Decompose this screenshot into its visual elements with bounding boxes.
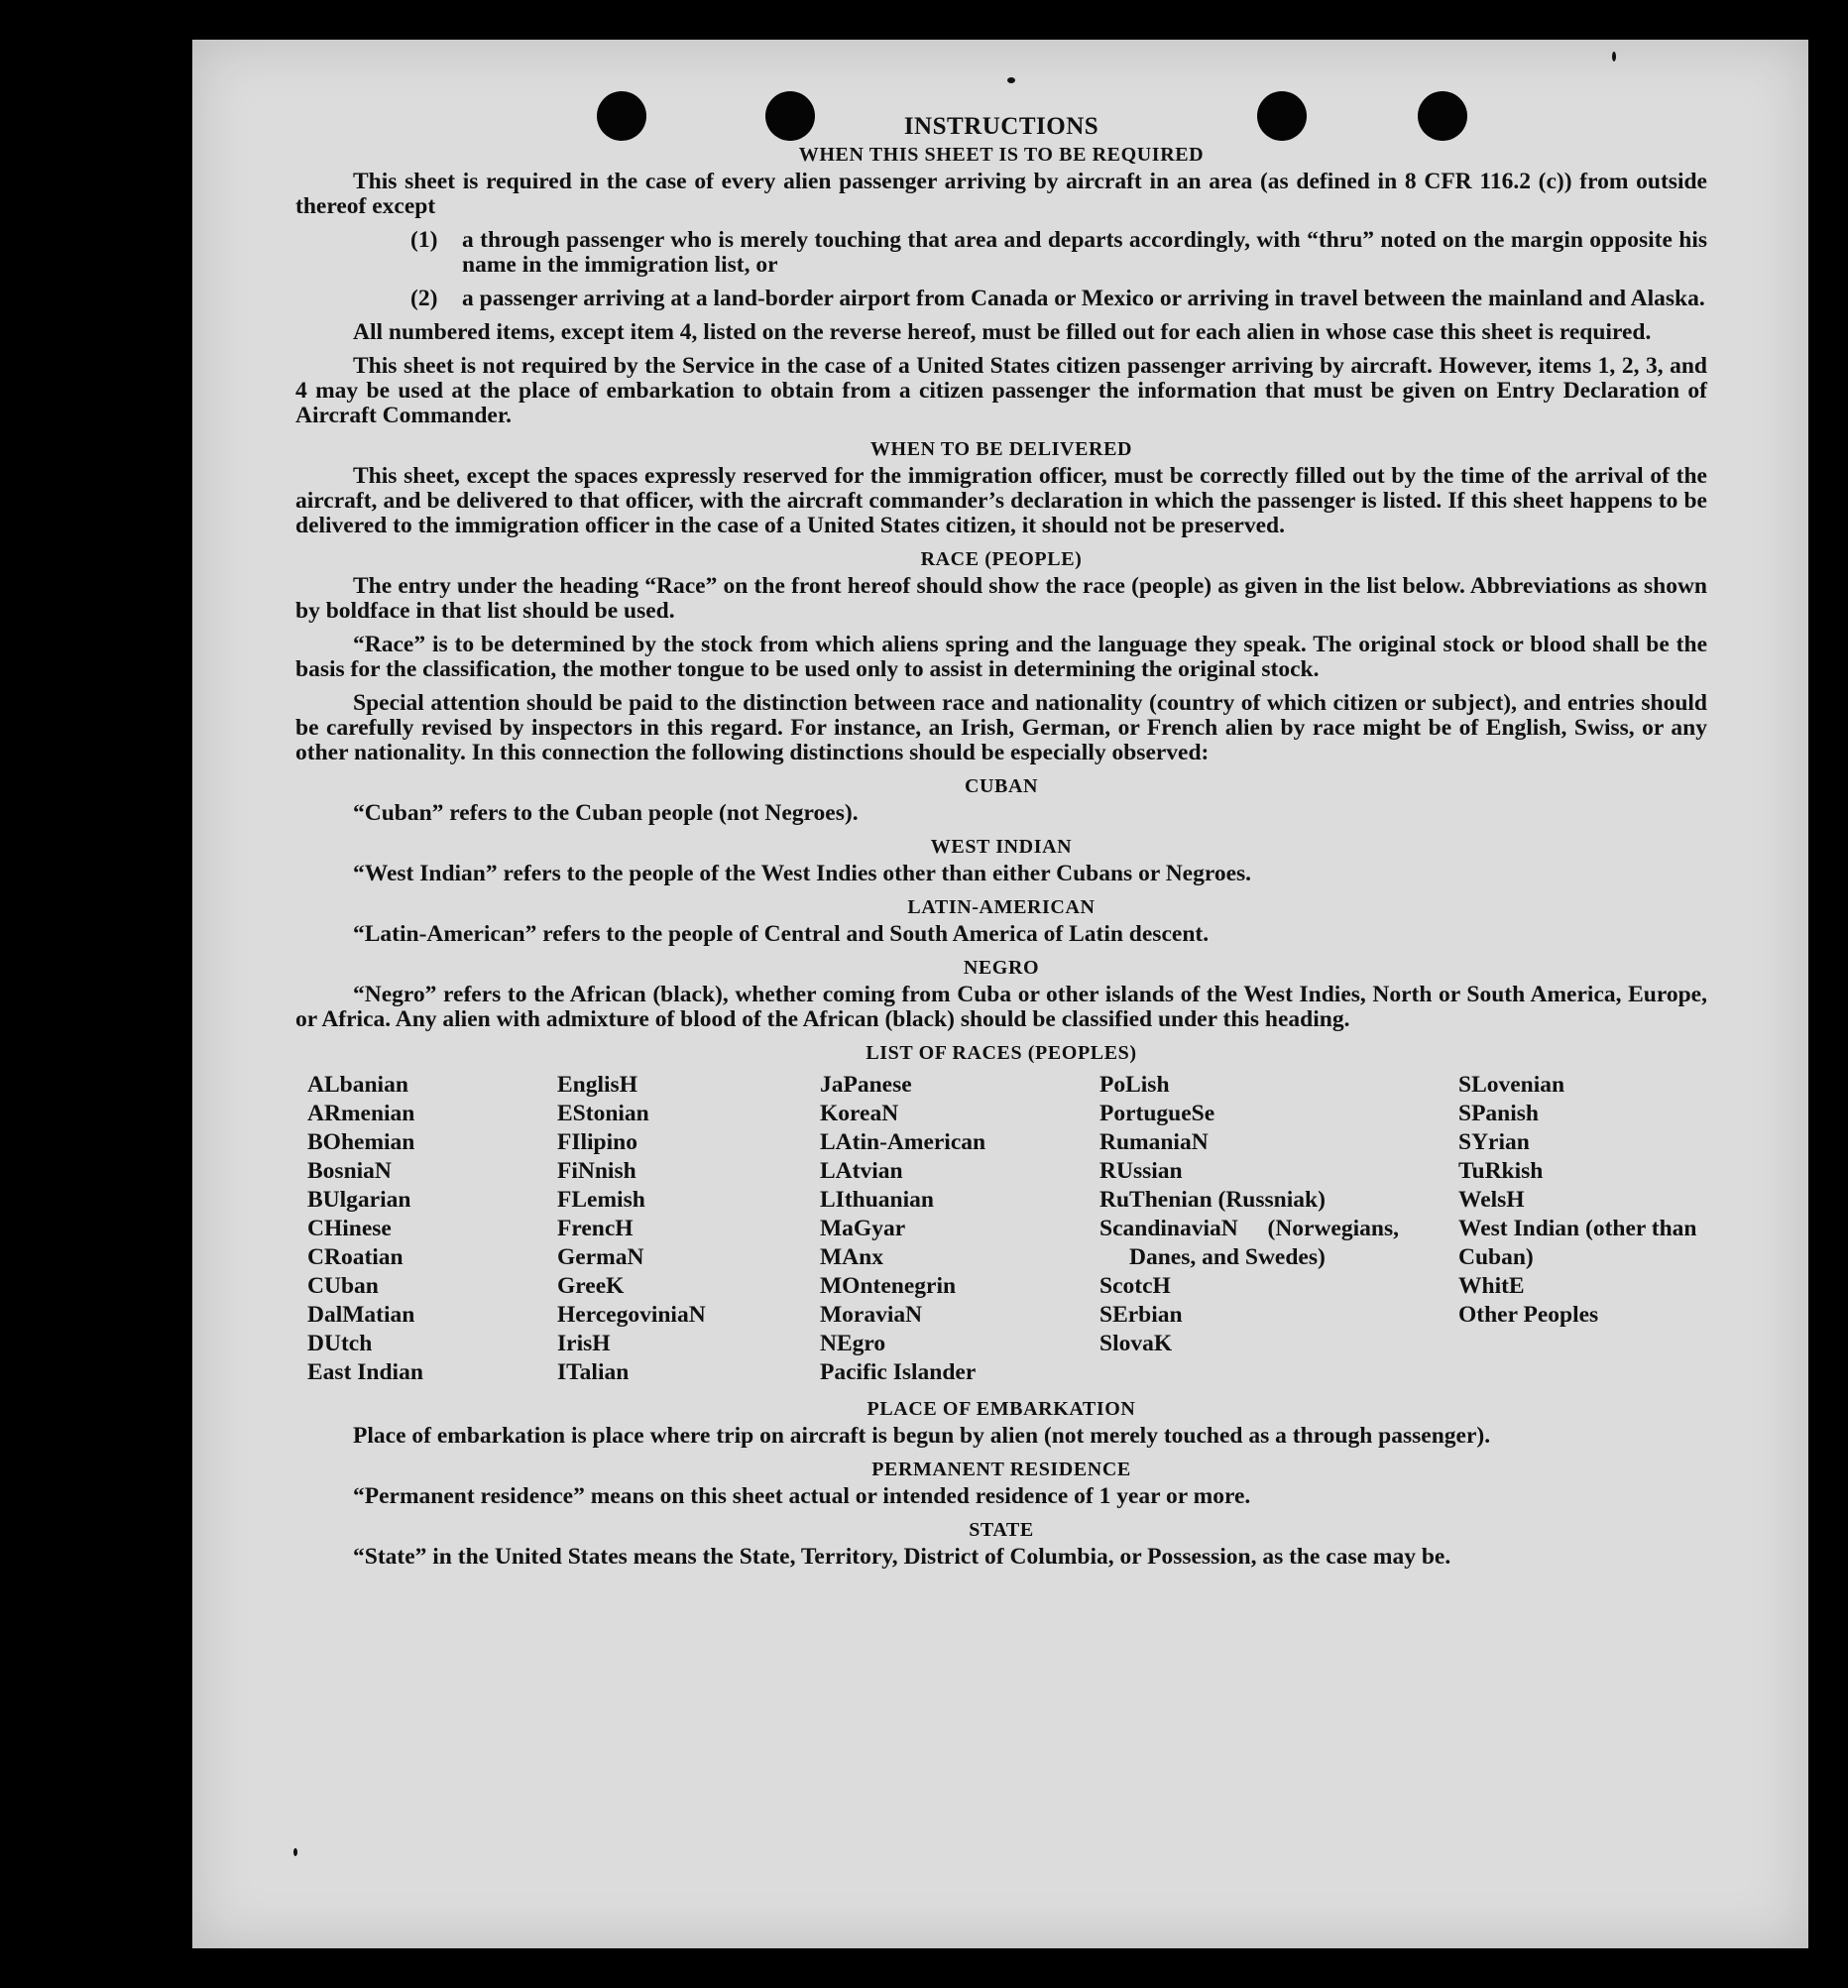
race-entry: NEgro <box>820 1331 886 1356</box>
race-entry: BUlgarian <box>307 1187 411 1213</box>
race-entry: CRoatian <box>307 1244 404 1270</box>
race-entry: PortugueSe <box>1099 1101 1215 1126</box>
race-entry: Pacific Islander <box>820 1359 977 1385</box>
paragraph: Place of embarkation is place where trip on aircraft is begun by alien (not merely touched as a through passenger). <box>353 1423 1491 1449</box>
section-heading: RACE (PEOPLE) <box>920 548 1083 570</box>
section-heading: WHEN THIS SHEET IS TO BE REQUIRED <box>798 144 1205 166</box>
instructions-body <box>295 113 1707 1579</box>
race-entry: HercegoviniaN <box>557 1302 706 1328</box>
section-heading: STATE <box>969 1519 1034 1541</box>
race-column <box>1099 1071 1458 1387</box>
section-heading: CUBAN <box>964 775 1039 797</box>
race-entry: RuThenian (Russniak) <box>1099 1187 1326 1213</box>
document-page <box>192 40 1808 1948</box>
race-entry: DalMatian <box>307 1302 415 1328</box>
race-entry: LIthuanian <box>820 1187 934 1213</box>
race-entry: JaPanese <box>820 1072 912 1098</box>
section-heading: PLACE OF EMBARKATION <box>866 1398 1136 1420</box>
paragraph: This sheet is required in the case of every alien passenger arriving by aircraft in an area (as defined in 8 CFR 116.2 (c)) from outside thereof except <box>295 169 1707 219</box>
paragraph: This sheet is not required by the Service in the case of a United States citizen passenger arriving by aircraft. However, items 1, 2, 3, and 4 may be used at the place of embarkation to obtain from a citizen passenger the information that must be given on Entry Declaration of Aircraft Commander. <box>295 353 1707 428</box>
race-entry: DUtch <box>307 1331 373 1356</box>
race-entry: SPanish <box>1458 1101 1539 1126</box>
section-heading: PERMANENT RESIDENCE <box>871 1459 1131 1480</box>
race-entry: WelsH <box>1458 1187 1525 1213</box>
section-heading: NEGRO <box>963 957 1040 979</box>
paragraph: This sheet, except the spaces expressly reserved for the immigration officer, must be correctly filled out by the time of the arrival of the aircraft, and be delivered to that officer, with the aircraft commander’s declaration in which the passenger is listed. If this sheet happens to be delivered to the immigration officer in the case of a United States citizen, it should not be preserved. <box>295 463 1707 538</box>
race-entry: LAtin-American <box>820 1129 986 1155</box>
paragraph: All numbered items, except item 4, listed on the reverse hereof, must be filled out for each alien in whose case this sheet is required. <box>353 319 1652 345</box>
paragraph: The entry under the heading “Race” on the front hereof should show the race (people) as given in the list below. Abbreviations as shown by boldface in that list should be used. <box>295 573 1707 624</box>
race-entry: East Indian <box>307 1359 423 1385</box>
race-column <box>557 1071 820 1387</box>
race-entry: WhitE <box>1458 1273 1525 1299</box>
race-entry: ALbanian <box>307 1072 408 1098</box>
race-column <box>307 1071 557 1387</box>
race-entry: BosniaN <box>307 1158 392 1184</box>
race-list <box>307 1071 1707 1387</box>
ink-speck <box>1612 52 1616 61</box>
race-entry: SYrian <box>1458 1129 1530 1155</box>
section-heading: LIST OF RACES (PEOPLES) <box>866 1042 1137 1064</box>
race-entry: CUban <box>307 1273 379 1299</box>
paragraph: “State” in the United States means the State, Territory, District of Columbia, or Possession, as the case may be. <box>353 1544 1451 1570</box>
paragraph: “Permanent residence” means on this sheet actual or intended residence of 1 year or more. <box>353 1483 1251 1509</box>
race-entry: ITalian <box>557 1359 630 1385</box>
race-entry: LAtvian <box>820 1158 903 1184</box>
race-entry: MAnx <box>820 1244 883 1270</box>
race-entry: EStonian <box>557 1101 649 1126</box>
ink-speck <box>1007 77 1015 83</box>
race-entry: RumaniaN <box>1099 1129 1209 1155</box>
race-entry: GreeK <box>557 1273 625 1299</box>
paragraph: “West Indian” refers to the people of the West Indies other than either Cubans or Negroes. <box>353 861 1252 886</box>
paragraph: “Race” is to be determined by the stock from which aliens spring and the language they speak. The original stock or blood shall be the basis for the classification, the mother tongue to be used only to assist in determining the original stock. <box>295 632 1707 682</box>
race-entry: ARmenian <box>307 1101 415 1126</box>
paragraph: “Latin-American” refers to the people of Central and South America of Latin descent. <box>353 921 1210 947</box>
race-entry: FiNnish <box>557 1158 636 1184</box>
item-text: a through passenger who is merely touching that area and departs accordingly, with “thru” noted on the margin opposite his name in the immigration list, or <box>462 227 1707 278</box>
race-column <box>1458 1071 1706 1387</box>
race-entry: Other Peoples <box>1458 1302 1599 1328</box>
ink-speck <box>293 1848 297 1856</box>
paragraph: Special attention should be paid to the distinction between race and nationality (country of which citizen or subject), and entries should be carefully revised by inspectors in this regard. For instance, an Irish, German, or French alien by race might be of English, Swiss, or any other nationality. In this connection the following distinctions should be especially observed: <box>295 690 1707 765</box>
race-entry: West Indian (other than Cuban) <box>1458 1216 1697 1270</box>
page-title: INSTRUCTIONS <box>903 113 1099 140</box>
section-heading: LATIN-AMERICAN <box>907 896 1096 918</box>
paragraph: “Cuban” refers to the Cuban people (not Negroes). <box>353 800 859 826</box>
race-entry: FrencH <box>557 1216 634 1241</box>
race-entry: KoreaN <box>820 1101 899 1126</box>
section-heading: WHEN TO BE DELIVERED <box>869 438 1133 460</box>
item-number: (2) <box>410 286 438 311</box>
race-entry: PoLish <box>1099 1072 1170 1098</box>
race-entry: MoraviaN <box>820 1302 923 1328</box>
numbered-item <box>410 228 1707 278</box>
race-entry: MOntenegrin <box>820 1273 957 1299</box>
race-entry: BOhemian <box>307 1129 415 1155</box>
race-entry: IrisH <box>557 1331 611 1356</box>
race-entry: GermaN <box>557 1244 644 1270</box>
race-entry: EnglisH <box>557 1072 637 1098</box>
item-number: (1) <box>410 227 438 253</box>
race-entry: CHinese <box>307 1216 392 1241</box>
race-entry: ScandinaviaN (Norwegians, Danes, and Swedes) <box>1099 1216 1399 1270</box>
race-entry: FIlipino <box>557 1129 637 1155</box>
race-entry: MaGyar <box>820 1216 906 1241</box>
race-entry: SErbian <box>1099 1302 1183 1328</box>
race-entry: SlovaK <box>1099 1331 1173 1356</box>
race-entry: RUssian <box>1099 1158 1183 1184</box>
paragraph: “Negro” refers to the African (black), whether coming from Cuba or other islands of the West Indies, North or South America, Europe, or Africa. Any alien with admixture of blood of the African (black) should be classified under this heading. <box>295 982 1707 1032</box>
race-entry: ScotcH <box>1099 1273 1171 1299</box>
item-text: a passenger arriving at a land-border airport from Canada or Mexico or arriving in travel between the mainland and Alaska. <box>462 286 1705 311</box>
numbered-item <box>410 287 1707 311</box>
section-heading: WEST INDIAN <box>930 836 1073 858</box>
race-column <box>820 1071 1099 1387</box>
race-entry: SLovenian <box>1458 1072 1565 1098</box>
race-entry: TuRkish <box>1458 1158 1544 1184</box>
race-entry: FLemish <box>557 1187 645 1213</box>
